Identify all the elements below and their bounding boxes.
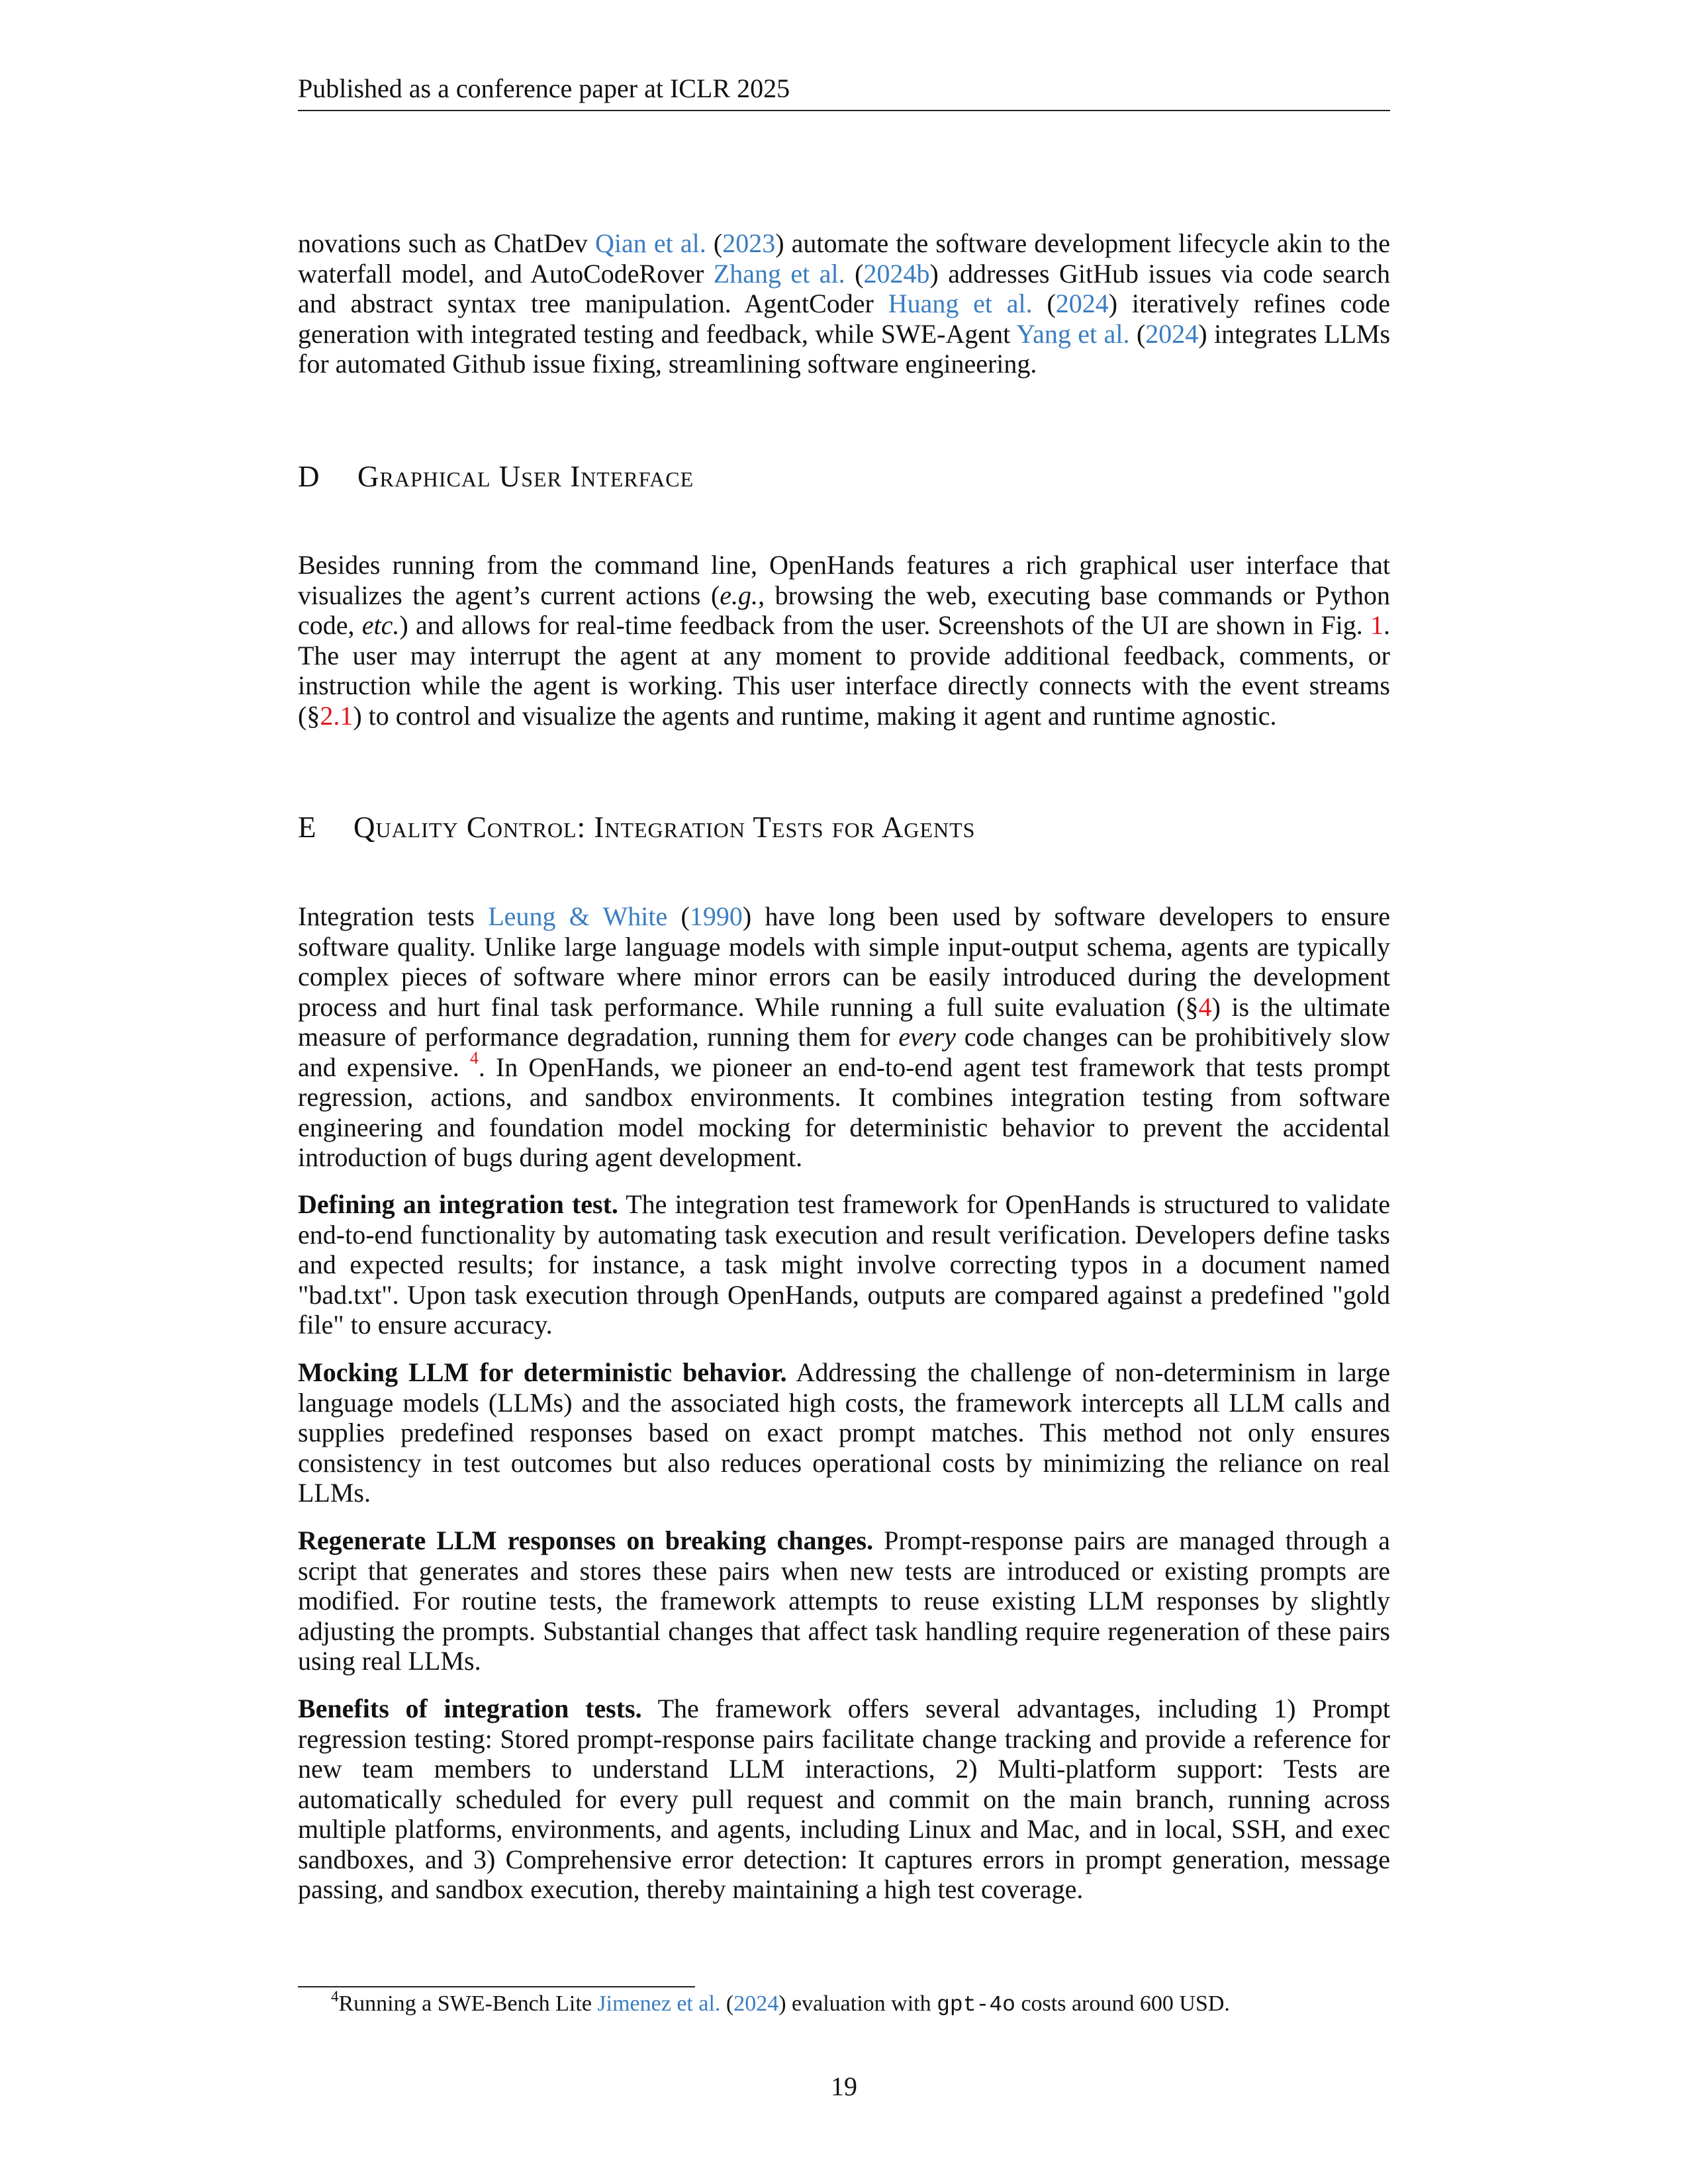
code-text: gpt-4o bbox=[937, 1993, 1015, 2017]
section-heading-e bbox=[298, 809, 1390, 846]
paragraph-lead: Benefits of integration tests. bbox=[298, 1694, 642, 1723]
page-number: 19 bbox=[831, 2071, 857, 2101]
section-title: Quality Control: Integration Tests for Agents bbox=[353, 811, 976, 844]
footnote-mark: 4 bbox=[331, 1987, 339, 2005]
text-run: ) evaluation with bbox=[778, 1991, 937, 2016]
footnote-rule bbox=[298, 1986, 695, 1987]
text-run: . In OpenHands, we pioneer an end-to-end agent test framework that tests prompt regression, actions, and sandbox environments. It combines integration testing from software engineering and foundation model mocking for deterministic behavior to prevent the accidental introduction of bugs during agent development. bbox=[298, 1052, 1390, 1172]
paper-page bbox=[298, 0, 1390, 2184]
paragraph-lead: Regenerate LLM responses on breaking changes. bbox=[298, 1525, 874, 1555]
running-header: Published as a conference paper at ICLR 2025 bbox=[298, 71, 1390, 111]
citation-link[interactable]: Yang et al. bbox=[1016, 318, 1130, 349]
section-e-paragraph-benefits bbox=[298, 1694, 1390, 1905]
citation-year-link[interactable]: 1990 bbox=[689, 901, 743, 931]
section-e-paragraph-defining bbox=[298, 1189, 1390, 1340]
italic-text: e.g. bbox=[720, 580, 759, 610]
section-title: Graphical User Interface bbox=[357, 460, 694, 493]
citation-year-link[interactable]: 2024b bbox=[863, 258, 930, 289]
footnote bbox=[331, 1989, 1390, 2021]
text-run: ( bbox=[667, 901, 690, 931]
citation-link[interactable]: Jimenez et al. bbox=[597, 1991, 721, 2016]
citation-year-link[interactable]: 2024 bbox=[733, 1991, 779, 2016]
citation-year-link[interactable]: 2024 bbox=[1055, 289, 1109, 318]
section-heading-d bbox=[298, 458, 1390, 495]
text-run: . The user may interrupt the agent at any moment to provide additional feedback, comments, or instruction while the agent is working. This user interface directly connects with the event streams (§ bbox=[298, 610, 1390, 731]
text-run: code changes can be prohibitively slow and expensive. bbox=[298, 1022, 1390, 1082]
paragraph-body: Prompt-response pairs are managed through a script that generates and stores these pairs when new tests are introduced or existing prompts are modified. For routine tests, the framework attempts to reuse existing LLM responses by slightly adjusting the prompts. Substantial changes that affect task handling require regeneration of these pairs using real LLMs. bbox=[298, 1525, 1391, 1676]
italic-text: every bbox=[898, 1022, 957, 1052]
paragraph-lead: Mocking LLM for deterministic behavior. bbox=[298, 1357, 787, 1387]
text-run: ) have long been used by software developers to ensure software quality. Unlike large language models with simple input-output schema, agents are typically complex pieces of software where minor errors can be easily introduced during the development process and hurt final task performance. While running a full suite evaluation (§ bbox=[298, 901, 1390, 1022]
text-run: Besides running from the command line, OpenHands features a rich graphical user interface that visualizes the agent’s current actions ( bbox=[298, 550, 1390, 610]
text-run: ) to control and visualize the agents and runtime, making it agent and runtime agnostic. bbox=[353, 700, 1277, 731]
section-e-paragraph-mocking bbox=[298, 1357, 1390, 1508]
text-run: costs around 600 USD. bbox=[1015, 1991, 1230, 2016]
paragraph-lead: Defining an integration test. bbox=[298, 1189, 618, 1219]
text-run: Running a SWE-Bench Lite bbox=[338, 1991, 598, 2016]
citation-link[interactable]: Zhang et al. bbox=[713, 258, 845, 289]
text-run: ) and allows for real-time feedback from the user. Screenshots of the UI are shown in Fig. bbox=[399, 610, 1370, 640]
text-run: ( bbox=[1129, 318, 1146, 349]
section-d-paragraph bbox=[298, 550, 1390, 731]
paragraph-body: The framework offers several advantages, including 1) Prompt regression testing: Stored prompt-response pairs facilitate change tracking and provide a reference for new team members to understand LLM interactions, 2) Multi-platform support: Tests are automatically scheduled for every pull request and commit on the main branch, running across multiple platforms, environments, and agents, including Linux and Mac, and in local, SSH, and exec sandboxes, and 3) Comprehensive error detection: It captures errors in prompt generation, message passing, and sandbox execution, thereby maintaining a high test coverage. bbox=[298, 1694, 1391, 1904]
text-run: ( bbox=[706, 228, 723, 258]
text-run: ) is the ultimate measure of performance degradation, running them for bbox=[298, 991, 1390, 1052]
text-run: ( bbox=[720, 1991, 734, 2016]
paragraph-body: Addressing the challenge of non-determinism in large language models (LLMs) and the associated high costs, the framework intercepts all LLM calls and supplies predefined responses based on exact prompt matches. This method not only ensures consistency in test outcomes but also reduces operational costs by minimizing the reliance on real LLMs. bbox=[298, 1357, 1390, 1508]
text-run: Integration tests bbox=[298, 901, 489, 931]
citation-link[interactable]: Qian et al. bbox=[594, 228, 706, 258]
citation-year-link[interactable]: 2023 bbox=[722, 228, 776, 258]
italic-text: etc. bbox=[361, 610, 400, 640]
citation-link[interactable]: Leung & White bbox=[488, 901, 668, 931]
text-run: ( bbox=[845, 258, 864, 289]
text-run: ) addresses GitHub issues via code search and abstract syntax tree manipulation. AgentCoder bbox=[298, 258, 1391, 318]
citation-year-link[interactable]: 2024 bbox=[1145, 318, 1199, 349]
paragraph-body: The integration test framework for OpenHands is structured to validate end-to-end functionality by automating task execution and result verification. Developers define tasks and expected results; for instance, a task might involve correcting typos in a document named "bad.txt". Upon task execution through OpenHands, outputs are compared against a predefined "gold file" to ensure accuracy. bbox=[298, 1189, 1390, 1340]
text-run: ) iteratively refines code generation with integrated testing and feedback, while SWE-Agent bbox=[298, 289, 1391, 349]
text-run: ( bbox=[1032, 289, 1056, 318]
section-reference-link[interactable]: 2.1 bbox=[320, 700, 353, 731]
intro-paragraph bbox=[298, 228, 1390, 379]
section-number: E bbox=[298, 811, 317, 844]
citation-link[interactable]: Huang et al. bbox=[888, 289, 1033, 318]
section-e-paragraph-regenerate bbox=[298, 1525, 1390, 1676]
footnote-marker-link[interactable]: 4 bbox=[469, 1048, 479, 1068]
text-run: novations such as ChatDev bbox=[298, 228, 595, 258]
section-number: D bbox=[298, 460, 320, 493]
text-run: ) automate the software development lifecycle akin to the waterfall model, and AutoCodeRover bbox=[298, 228, 1390, 289]
figure-reference-link[interactable]: 1 bbox=[1370, 610, 1383, 640]
text-run: ) integrates LLMs for automated Github issue fixing, streamlining software engineering. bbox=[298, 318, 1391, 379]
section-reference-link[interactable]: 4 bbox=[1198, 991, 1212, 1022]
section-e-paragraph-intro bbox=[298, 901, 1390, 1173]
text-run: , browsing the web, executing base commands or Python code, bbox=[298, 580, 1390, 640]
